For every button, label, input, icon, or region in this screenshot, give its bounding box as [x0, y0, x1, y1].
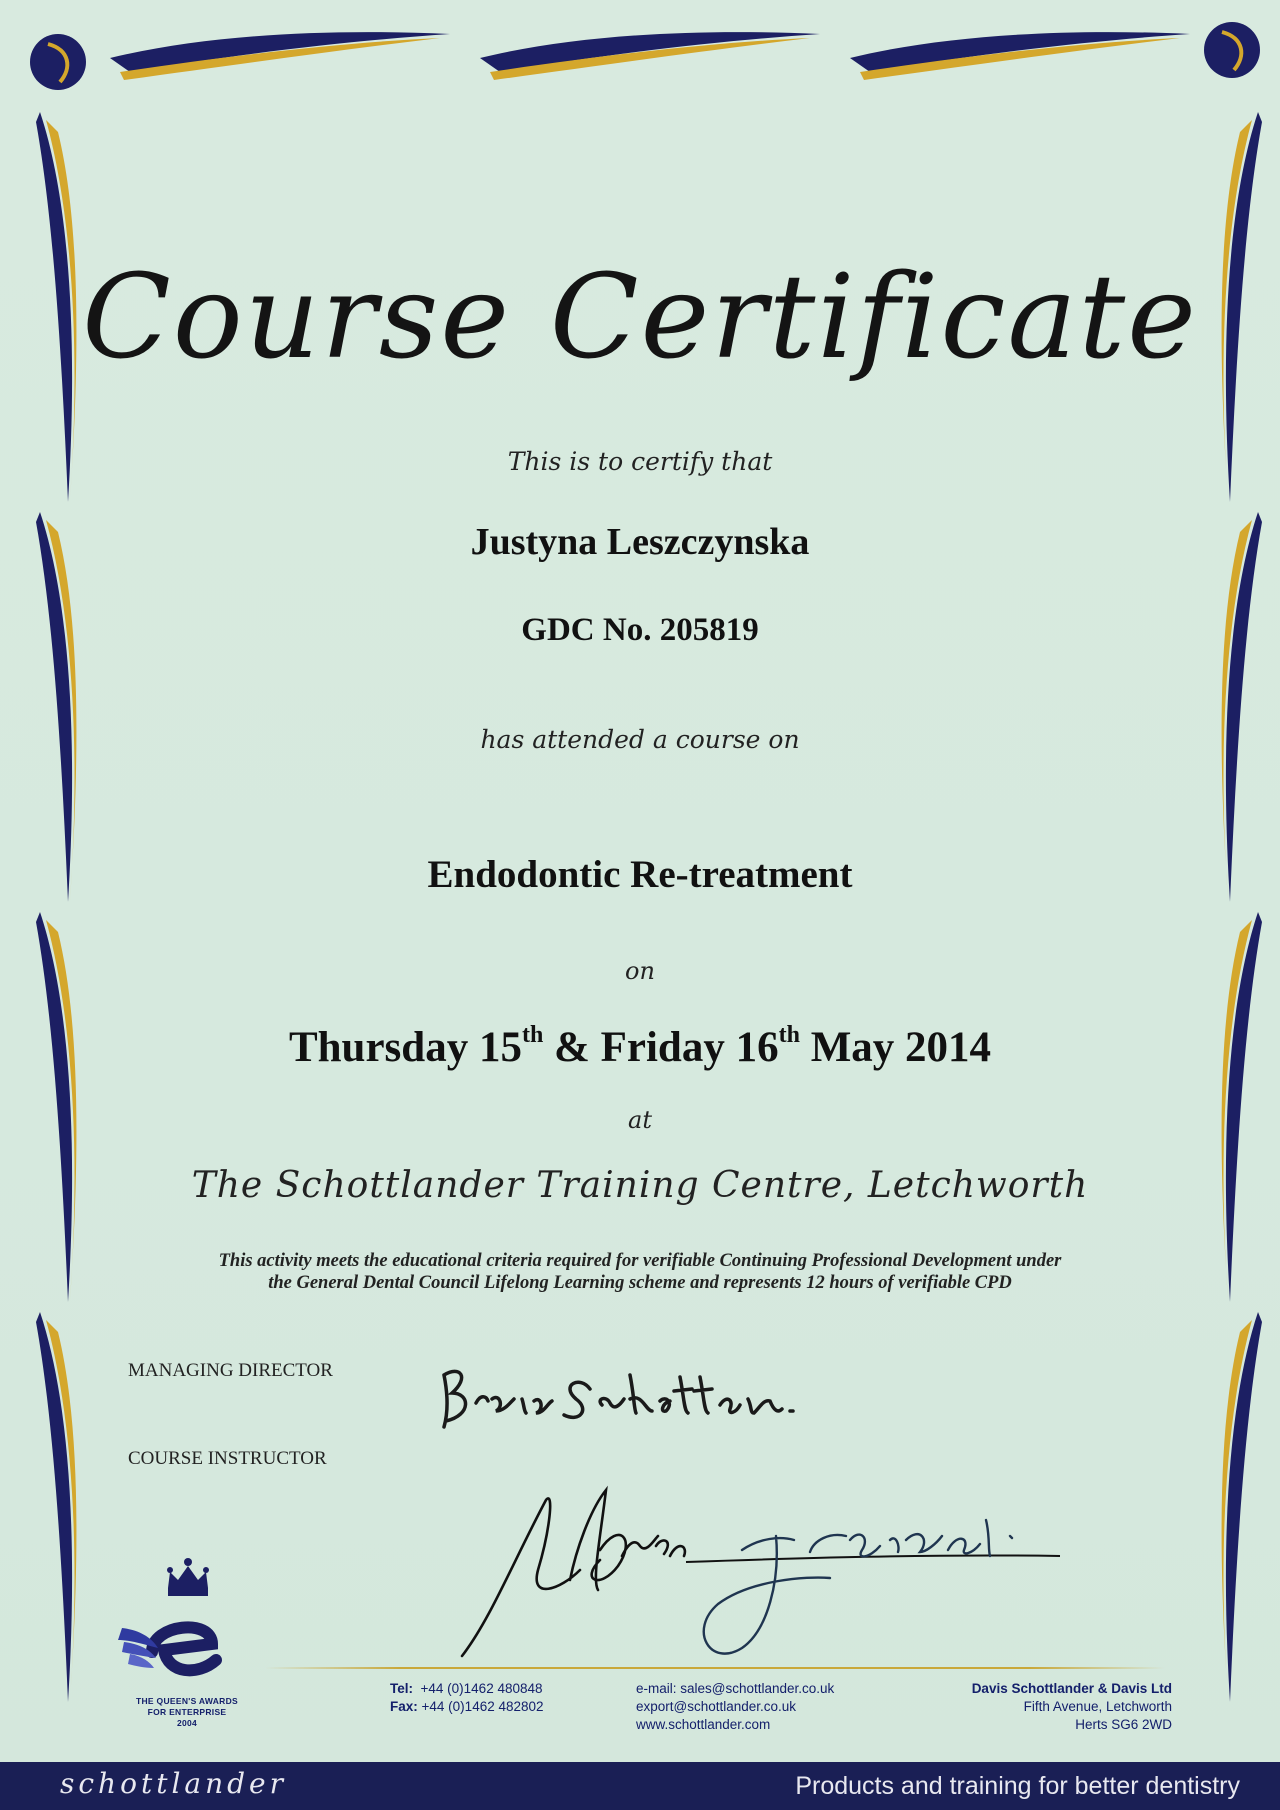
- footer-divider: [265, 1667, 1165, 1669]
- gdc-number: GDC No. 205819: [521, 612, 759, 648]
- address-line-1: Fifth Avenue, Letchworth: [1023, 1699, 1172, 1714]
- cpd-statement: [150, 1250, 1130, 1294]
- fax-number: +44 (0)1462 482802: [421, 1699, 544, 1714]
- course-name: Endodontic Re-treatment: [427, 853, 853, 896]
- export-email[interactable]: export@schottlander.co.uk: [636, 1699, 797, 1714]
- tel-number: +44 (0)1462 480848: [420, 1681, 543, 1696]
- date-suffix-2: th: [778, 1021, 800, 1048]
- queens-award-text: [112, 1696, 262, 1729]
- course-instructor-signatures: [450, 1480, 1090, 1670]
- cpd-line-1: This activity meets the educational criteria required for verifiable Continuing Professional Development under: [218, 1251, 1062, 1271]
- course-dates: [0, 1023, 1280, 1072]
- award-line-3: 2004: [176, 1718, 198, 1728]
- contact-phone: [390, 1680, 544, 1716]
- recipient-name: Justyna Leszczynska: [470, 521, 810, 563]
- at-word: at: [628, 1106, 652, 1134]
- address-line-2: Herts SG6 2WD: [1075, 1717, 1172, 1732]
- website-link[interactable]: www.schottlander.com: [636, 1717, 771, 1732]
- award-line-1: THE QUEEN'S AWARDS: [135, 1696, 239, 1706]
- fax-label: Fax:: [390, 1699, 418, 1714]
- on-word: on: [625, 957, 655, 985]
- brand-tagline: Products and training for better dentistry: [795, 1772, 1240, 1800]
- venue: The Schottlander Training Centre, Letchworth: [191, 1165, 1089, 1206]
- contact-address: [900, 1680, 1172, 1734]
- date-part-2: & Friday 16: [543, 1024, 779, 1071]
- course-instructor-label: COURSE INSTRUCTOR: [128, 1448, 327, 1469]
- company-name: Davis Schottlander & Davis Ltd: [971, 1681, 1172, 1696]
- date-part-1: Thursday 15: [288, 1024, 522, 1071]
- managing-director-label: MANAGING DIRECTOR: [128, 1360, 333, 1381]
- date-suffix-1: th: [521, 1021, 544, 1048]
- queens-award-logo: [112, 1548, 262, 1708]
- cpd-line-2: the General Dental Council Lifelong Learning scheme and represents 12 hours of verifiable CPD: [268, 1273, 1012, 1293]
- brand-logo: schottlander: [60, 1767, 288, 1800]
- certificate-title: Course Certificate: [82, 250, 1198, 385]
- award-line-2: FOR ENTERPRISE: [147, 1707, 227, 1717]
- contact-web: [636, 1680, 834, 1734]
- attended-line: has attended a course on: [480, 725, 800, 754]
- managing-director-signature: [430, 1355, 810, 1435]
- tel-label: Tel:: [390, 1681, 413, 1696]
- date-part-3: May 2014: [799, 1024, 992, 1071]
- email-address[interactable]: e-mail: sales@schottlander.co.uk: [636, 1681, 835, 1696]
- certify-line: This is to certify that: [507, 447, 773, 476]
